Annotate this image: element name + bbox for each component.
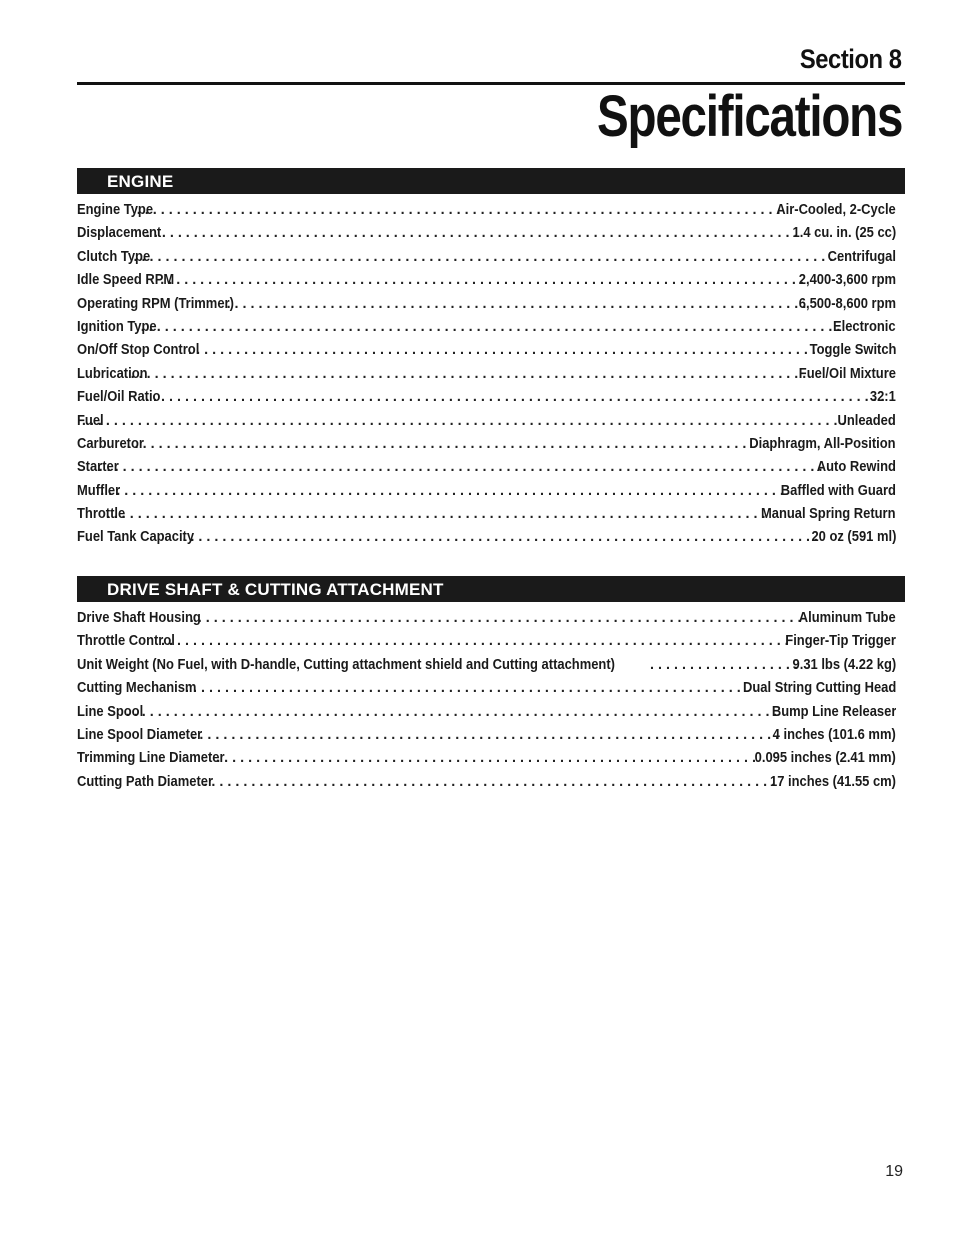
- dot-leader: [146, 222, 800, 245]
- spec-value: 32:1: [870, 389, 896, 406]
- drive-shaft-heading: DRIVE SHAFT & CUTTING ATTACHMENT: [77, 576, 905, 602]
- dot-leader: [134, 246, 839, 269]
- spec-row: [77, 771, 896, 794]
- dot-leader: [190, 607, 807, 630]
- spec-label: Line Spool Diameter: [77, 726, 203, 743]
- spec-row: [77, 456, 896, 479]
- spec-row: [77, 677, 896, 700]
- spec-row: [77, 630, 896, 653]
- drive-shaft-spec-list: [77, 607, 896, 794]
- spec-value: Auto Rewind: [816, 459, 896, 476]
- dot-leader: [160, 269, 806, 292]
- dot-leader: [126, 701, 776, 724]
- engine-specs: [77, 168, 905, 550]
- dot-leader: [137, 199, 782, 222]
- dot-leader: [216, 747, 758, 770]
- dot-leader: [100, 480, 786, 503]
- spec-row: [77, 607, 896, 630]
- dot-leader: [182, 526, 820, 549]
- page-number: 19: [885, 1163, 903, 1180]
- spec-value: Unleaded: [837, 412, 896, 429]
- spec-row: [77, 410, 896, 433]
- spec-value: Bump Line Releaser: [771, 703, 896, 720]
- spec-label: Trimming Line Diameter: [77, 750, 225, 767]
- spec-row: [77, 654, 896, 677]
- spec-row: [77, 269, 896, 292]
- spec-label: Engine Type: [77, 202, 154, 218]
- spec-row: [77, 526, 896, 549]
- spec-label: Operating RPM (Trimmer): [77, 295, 234, 312]
- spec-value: 17 inches (41.55 cm): [770, 773, 896, 790]
- spec-label: Unit Weight (No Fuel, with D-handle, Cutting attachment shield and Cutting attachment): [77, 656, 615, 673]
- spec-label: Throttle: [77, 506, 126, 523]
- section-label: Section 8: [800, 44, 902, 74]
- engine-spec-list: [77, 199, 896, 550]
- spec-row: [77, 316, 896, 339]
- spec-value: Electronic: [833, 318, 896, 335]
- spec-label: Fuel: [77, 412, 104, 429]
- spec-row: [77, 293, 896, 316]
- spec-value: Centrifugal: [827, 248, 896, 265]
- spec-value: Air-Cooled, 2-Cycle: [776, 202, 896, 218]
- spec-row: [77, 724, 896, 747]
- spec-label: Cutting Mechanism: [77, 680, 197, 697]
- spec-value: 2,400-3,600 rpm: [798, 272, 896, 289]
- spec-row: [77, 701, 896, 724]
- dot-leader: [127, 433, 752, 456]
- dot-leader: [141, 316, 845, 339]
- dot-leader: [650, 654, 799, 677]
- spec-label: Carburetor: [77, 435, 144, 452]
- spec-value: 1.4 cu. in. (25 cc): [792, 225, 896, 242]
- spec-label: Idle Speed RPM: [77, 272, 175, 289]
- spec-value: Fuel/Oil Mixture: [798, 365, 896, 382]
- dot-leader: [188, 339, 818, 362]
- spec-value: Toggle Switch: [809, 342, 896, 359]
- dot-leader: [203, 771, 774, 794]
- dot-leader: [191, 724, 777, 747]
- spec-row: [77, 199, 896, 222]
- spec-value: Diaphragm, All-Position: [749, 435, 896, 452]
- spec-label: Displacement: [77, 225, 162, 242]
- spec-value: Dual String Cutting Head: [742, 680, 896, 697]
- spec-value: 0.095 inches (2.41 mm): [754, 750, 896, 767]
- dot-leader: [131, 363, 807, 386]
- spec-label: Clutch Type: [77, 248, 151, 265]
- spec-label: Muffler: [77, 482, 121, 499]
- dot-leader: [227, 293, 807, 316]
- spec-row: [77, 433, 896, 456]
- engine-heading: ENGINE: [77, 168, 905, 194]
- spec-row: [77, 363, 896, 386]
- spec-label: Cutting Path Diameter: [77, 773, 214, 790]
- spec-label: Fuel Tank Capacity: [77, 529, 195, 546]
- spec-label: Throttle Control: [77, 633, 175, 650]
- dot-leader: [185, 677, 744, 700]
- page-title: Specifications: [596, 84, 902, 149]
- spec-row: [77, 480, 896, 503]
- spec-row: [77, 747, 896, 770]
- spec-value: Finger-Tip Trigger: [785, 633, 896, 650]
- spec-value: Manual Spring Return: [761, 506, 896, 523]
- dot-leader: [82, 410, 850, 433]
- spec-label: Line Spool: [77, 703, 144, 720]
- spec-label: Fuel/Oil Ratio: [77, 389, 161, 406]
- dot-leader: [145, 386, 886, 409]
- dot-leader: [106, 503, 765, 526]
- drive-shaft-specs: [77, 576, 905, 794]
- spec-row: [77, 339, 896, 362]
- spec-value: 9.31 lbs (4.22 kg): [792, 656, 896, 673]
- spec-row: [77, 246, 896, 269]
- spec-value: Baffled with Guard: [780, 482, 896, 499]
- spec-row: [77, 386, 896, 409]
- spec-label: Ignition Type: [77, 318, 157, 335]
- dot-leader: [99, 456, 827, 479]
- spec-label: Drive Shaft Housing: [77, 610, 201, 626]
- spec-label: On/Off Stop Control: [77, 342, 200, 359]
- dot-leader: [161, 630, 792, 653]
- spec-label: Lubrication: [77, 365, 148, 382]
- spec-label: Starter: [77, 459, 119, 476]
- spec-value: 6,500-8,600 rpm: [798, 295, 896, 312]
- spec-value: 20 oz (591 ml): [811, 529, 896, 546]
- spec-value: 4 inches (101.6 mm): [772, 726, 896, 743]
- spec-row: [77, 222, 896, 245]
- spec-row: [77, 503, 896, 526]
- spec-value: Aluminum Tube: [799, 610, 896, 626]
